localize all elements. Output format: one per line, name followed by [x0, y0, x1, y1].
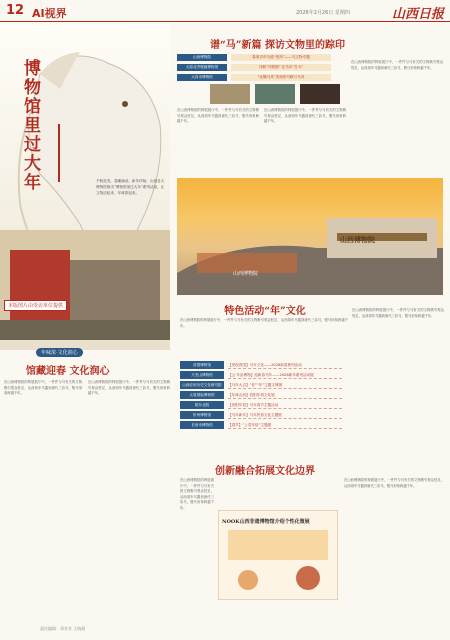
- article1-body-col2: 在山西博物院的特展展厅中，一件件与马有关的文物吸引观众驻足，从西周车马器到唐代三彩马，骏马形象跨越千年。: [264, 108, 346, 124]
- museum-exterior-photo: [0, 190, 170, 340]
- table-row: 山西博物院 春颂吉年马道“晋风”——马文物专题: [177, 54, 337, 62]
- feature-intro: 千帆竞发，春潮涌动。新年伊始，山西各大博物馆推出“博物馆里过大年”系列活动，让文物活起来、年味浓起来。: [96, 179, 165, 195]
- image-credit-tag: 本版图片由受访单位提供: [4, 300, 67, 311]
- table-row: 天龙山博物馆 【云·年品博物】迎新春马年——2026新年系列活动展: [180, 370, 345, 380]
- table-row: 忻州博物馆 【马年新年】马年民俗文化主题展: [180, 410, 345, 420]
- article3-title: 创新融合拓展文化边界: [215, 466, 315, 477]
- table-row: 陕东北院 【晋阳年俗】马年春节主题活动: [180, 400, 345, 410]
- left-section-tag: 年味浓·文化润心: [36, 348, 83, 357]
- relic-images: [210, 84, 340, 104]
- article2-title: 特色活动“年”文化: [224, 306, 306, 317]
- footer-line: 责任编辑：邓芳芳 王晓燕: [40, 626, 86, 631]
- feature-title: 博物馆里过大年: [24, 59, 42, 193]
- photo-caption: 山西博物院: [233, 271, 259, 277]
- table-row: 太原国际博物馆 【年味山西】晋阳年俗文化展: [180, 390, 345, 400]
- article3-body: 在山西博物院的特展展厅中，一件件与马有关的文物吸引观众驻足，从西周车马器到唐代三彩马，骏马形象跨越千年。: [180, 478, 214, 510]
- article2-intro: 在山西博物院的特展展厅中，一件件与马有关的文物吸引观众驻足，从西周车马器到唐代三彩马，骏马形象跨越千年。: [180, 318, 348, 328]
- article2-body-col: 在山西博物院的特展展厅中，一件件与马有关的文物吸引观众驻足，从西周车马器到唐代三彩马，骏马形象跨越千年。: [352, 308, 444, 318]
- title-accent-bar: [58, 124, 60, 182]
- article2-table: [180, 360, 345, 456]
- left-article-body-col2: 在山西博物院的特展展厅中，一件件与马有关的文物吸引观众驻足，从西周车马器到唐代三彩马，骏马形象跨越千年。: [88, 380, 170, 396]
- paper-logo: 山西日报: [392, 7, 445, 22]
- article1-body: 在山西博物院的特展展厅中，一件件与马有关的文物吸引观众驻足，从西周车马器到唐代三彩马，骏马形象跨越千年。: [177, 108, 259, 124]
- article1-table: [177, 54, 337, 86]
- table-row: 长治市博物馆 【春节】“上党年俗”主题展: [180, 420, 345, 430]
- left-article-body: 在山西博物院的特展展厅中，一件件与马有关的文物吸引观众驻足，从西周车马器到唐代三彩马，骏马形象跨越千年。: [4, 380, 82, 396]
- page-header: [0, 0, 450, 22]
- left-article-title: 馆藏迎春 文化润心: [26, 366, 110, 377]
- article3-body-col: 在山西博物院的特展展厅中，一件件与马有关的文物吸引观众驻足，从西周车马器到唐代三彩马，骏马形象跨越千年。: [344, 478, 444, 488]
- page-number: 12: [6, 3, 25, 18]
- table-row: 晋国博物馆 【发现晋国】马年文化——2026新春系列活动: [180, 360, 345, 370]
- article1-title: 谱“马”新篇 探访文物里的踪印: [210, 40, 345, 51]
- table-row: 大同市博物馆 “北魏马具”发现的马鞍与马具: [177, 74, 337, 82]
- table-row: 太原北齐壁画博物馆 马鞍“马骏图” 在马年“打卡”: [177, 64, 337, 72]
- section-name: AI视界: [32, 7, 67, 20]
- header-date: 2026年2月26日 星期四: [296, 10, 350, 16]
- museum-sign: 山西博物院: [340, 235, 375, 244]
- article1-body-col3: 在山西博物院的特展展厅中，一件件与马有关的文物吸引观众驻足，从西周车马器到唐代三彩马，骏马形象跨越千年。: [351, 60, 443, 70]
- cartoon-text: NOOK山西非遗博物馆介绍个性化策展: [222, 519, 310, 525]
- table-row: 山西应用历史文化研究院 【马年大吉】“晋”“年”主题文博展: [180, 380, 345, 390]
- museum-building-illustration: [177, 178, 443, 295]
